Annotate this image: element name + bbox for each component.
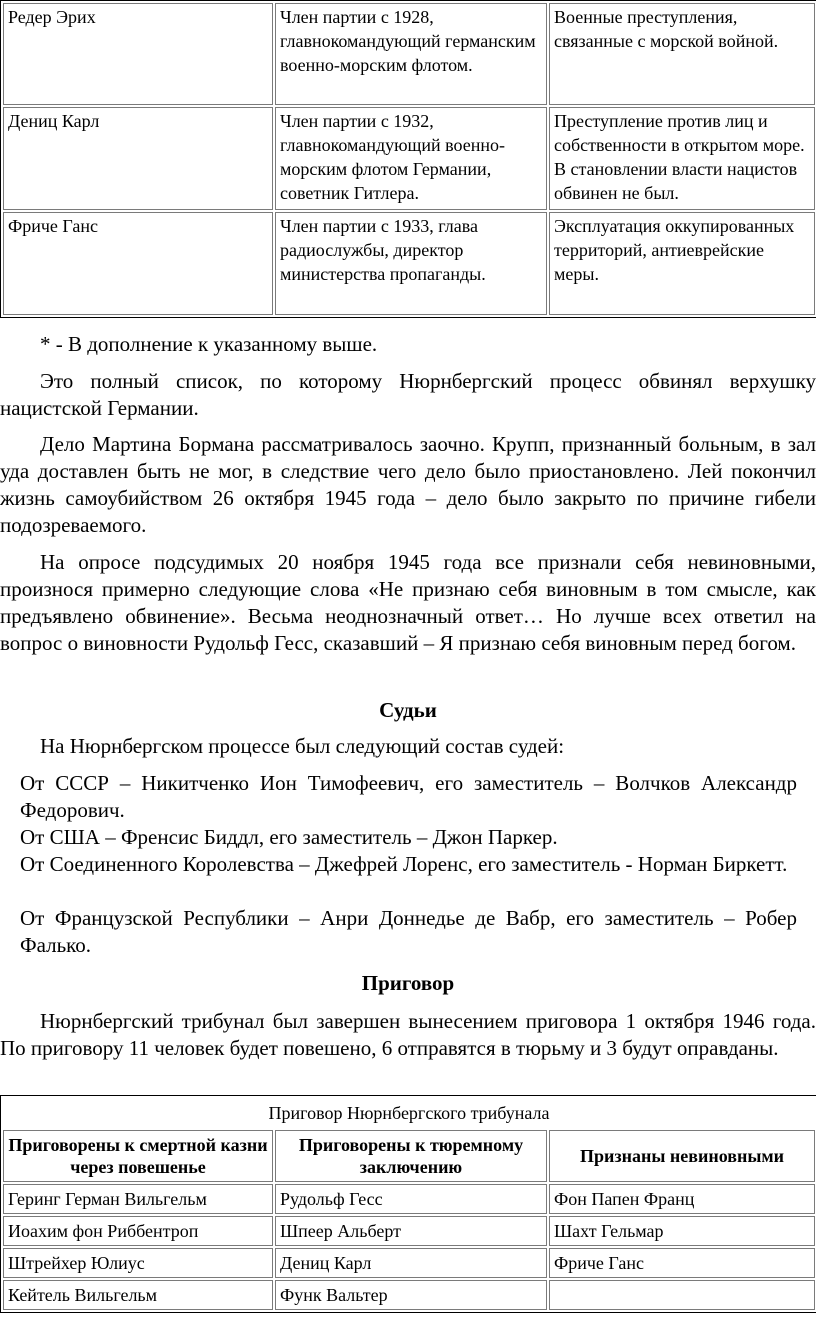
table-cell: Геринг Герман Вильгельм bbox=[3, 1184, 273, 1214]
defendant-charges: Военные преступления, связанные с морской войной. bbox=[549, 3, 815, 105]
table-cell: Шпеер Альберт bbox=[275, 1216, 547, 1246]
column-header-prison: Приговорены к тюремному заключению bbox=[275, 1130, 547, 1182]
table-row bbox=[3, 107, 815, 210]
table-cell: Шахт Гельмар bbox=[549, 1216, 815, 1246]
judge-uk: От Соединенного Королевства – Джефрей Лоренс, его заместитель - Норман Биркетт. bbox=[20, 852, 788, 876]
table-caption: Приговор Нюрнбергского трибунала bbox=[268, 1103, 550, 1123]
table-cell: Иоахим фон Риббентроп bbox=[3, 1216, 273, 1246]
table-row bbox=[3, 212, 815, 315]
table-row bbox=[3, 1216, 815, 1246]
paragraph-text: На опросе подсудимых 20 ноября 1945 года все признали себя невиновными, произнося примерно следующие слова «Не признаю себя виновным в том смысле, как предъявлено обвинение». Весьма неоднозначный ответ… Но лучше всех ответил на вопрос о виновности Рудольф Гесс, сказавший – Я признаю себя виновным перед богом. bbox=[0, 550, 816, 655]
defendant-name: Фриче Ганс bbox=[3, 212, 273, 315]
footnote-text: * - В дополнение к указанному выше. bbox=[40, 332, 378, 356]
table-cell: Фриче Ганс bbox=[549, 1248, 815, 1278]
column-header-acquitted: Признаны невиновными bbox=[549, 1130, 815, 1182]
table-cell: Фон Папен Франц bbox=[549, 1184, 815, 1214]
table-row bbox=[3, 1248, 815, 1278]
table-cell bbox=[549, 1280, 815, 1310]
table-cell: Функ Вальтер bbox=[275, 1280, 547, 1310]
table-cell: Дениц Карл bbox=[275, 1248, 547, 1278]
judges-intro bbox=[0, 733, 816, 760]
paragraph-text: Дело Мартина Бормана рассматривалось заочно. Крупп, признанный больным, в зал уда доставлен быть не мог, в следствие чего дело было приостановлено. Лей покончил жизнь самоубийством 26 октября 1945 года – дело было закрыто по причине гибели подозреваемого. bbox=[0, 432, 816, 537]
defendant-charges: Преступление против лиц и собственности в открытом море. В становлении власти нацистов обвинен не был. bbox=[549, 107, 815, 210]
verdict-paragraph bbox=[0, 1008, 816, 1062]
verdict-heading: Приговор bbox=[361, 971, 455, 995]
paragraph-text: Это полный список, по которому Нюрнбергский процесс обвинял верхушку нацистской Германии. bbox=[0, 369, 816, 420]
column-header-death: Приговорены к смертной казни через повешенье bbox=[3, 1130, 273, 1182]
defendants-table bbox=[0, 0, 816, 318]
paragraph-text: Нюрнбергский трибунал был завершен вынесением приговора 1 октября 1946 года. По приговору 11 человек будет повешено, 6 отправятся в тюрьму и 3 будут оправданы. bbox=[0, 1009, 816, 1060]
verdict-table bbox=[0, 1095, 816, 1313]
footnote bbox=[0, 331, 816, 358]
judges-heading: Судьи bbox=[379, 698, 437, 722]
judge-usa: От США – Френсис Биддл, его заместитель – Джон Паркер. bbox=[20, 825, 558, 849]
defendant-role: Член партии с 1932, главнокомандующий военно-морским флотом Германии, советник Гитлера. bbox=[275, 107, 547, 210]
defendant-charges: Эксплуатация оккупированных территорий, антиеврейские меры. bbox=[549, 212, 815, 315]
paragraph-plea bbox=[0, 549, 816, 657]
table-row bbox=[3, 1184, 815, 1214]
table-row bbox=[3, 1280, 815, 1310]
judge-ussr: От СССР – Никитченко Ион Тимофеевич, его заместитель – Волчков Александр Федорович. bbox=[20, 771, 797, 822]
defendant-name: Редер Эрих bbox=[3, 3, 273, 105]
table-cell: Рудольф Гесс bbox=[275, 1184, 547, 1214]
defendant-role: Член партии с 1933, глава радиослужбы, директор министерства пропаганды. bbox=[275, 212, 547, 315]
judge-france: От Французской Республики – Анри Доннедье де Вабр, его заместитель – Робер Фалько. bbox=[20, 906, 797, 957]
paragraph-bormann bbox=[0, 431, 816, 539]
paragraph-text: На Нюрнбергском процессе был следующий состав судей: bbox=[40, 734, 565, 758]
table-row bbox=[3, 3, 815, 105]
table-cell: Кейтель Вильгельм bbox=[3, 1280, 273, 1310]
defendant-role: Член партии с 1928, главнокомандующий германским военно-морским флотом. bbox=[275, 3, 547, 105]
table-header-row bbox=[3, 1130, 815, 1182]
table-cell: Штрейхер Юлиус bbox=[3, 1248, 273, 1278]
paragraph-list-summary bbox=[0, 368, 816, 422]
table-caption-row bbox=[3, 1098, 815, 1128]
defendant-name: Дениц Карл bbox=[3, 107, 273, 210]
